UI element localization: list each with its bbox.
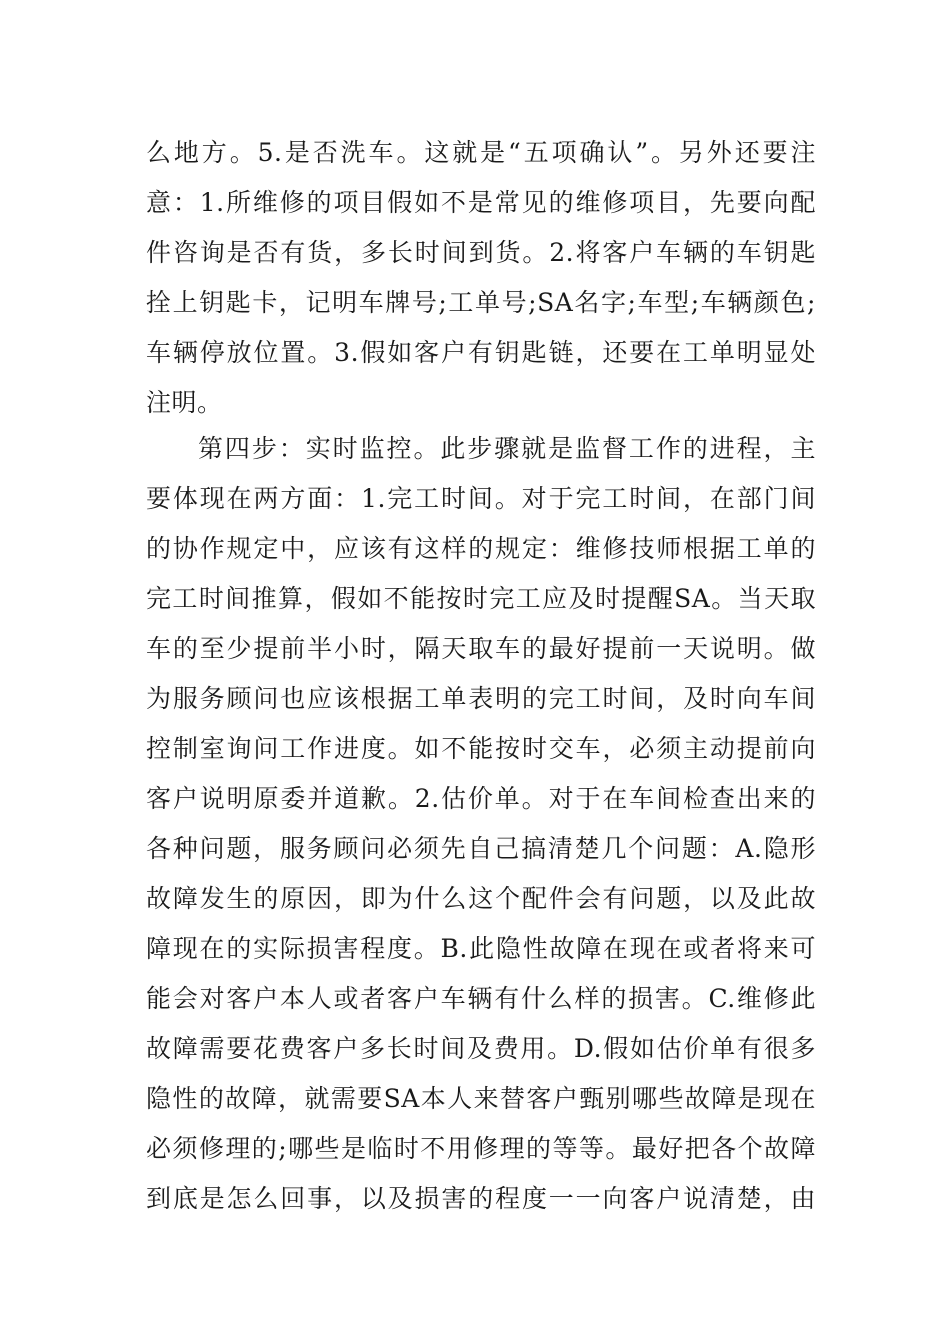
text-line: 障现在的实际损害程度。B.此隐性故障在现在或者将来可 (146, 934, 816, 963)
text-line: 能会对客户本人或者客户车辆有什么样的损害。C.维修此 (146, 984, 816, 1013)
text-line: 故障发生的原因，即为什么这个配件会有问题，以及此故 (146, 884, 816, 913)
text-line: 车的至少提前半小时，隔天取车的最好提前一天说明。做 (146, 634, 816, 663)
text-line: 要体现在两方面：1.完工时间。对于完工时间，在部门间 (146, 484, 816, 513)
text-line: 件咨询是否有货，多长时间到货。2.将客户车辆的车钥匙 (146, 238, 816, 267)
text-line: 客户说明原委并道歉。2.估价单。对于在车间检查出来的 (146, 784, 816, 813)
text-line: 各种问题，服务顾问必须先自己搞清楚几个问题：A.隐形 (146, 834, 816, 863)
text-line: 第四步：实时监控。此步骤就是监督工作的进程，主 (198, 434, 816, 463)
text-line: 控制室询问工作进度。如不能按时交车，必须主动提前向 (146, 734, 816, 763)
text-line: 必须修理的;哪些是临时不用修理的等等。最好把各个故障 (146, 1134, 816, 1163)
text-line: 为服务顾问也应该根据工单表明的完工时间，及时向车间 (146, 684, 816, 713)
paragraph-step-four-monitoring (146, 424, 816, 1224)
text-line: 车辆停放位置。3.假如客户有钥匙链，还要在工单明显处 (146, 338, 816, 367)
text-line: 意：1.所维修的项目假如不是常见的维修项目，先要向配 (146, 188, 816, 217)
paragraph-five-confirmations (146, 128, 816, 428)
text-line: 完工时间推算，假如不能按时完工应及时提醒SA。当天取 (146, 584, 816, 613)
text-line: 隐性的故障，就需要SA本人来替客户甄别哪些故障是现在 (146, 1084, 816, 1113)
text-line: 到底是怎么回事，以及损害的程度一一向客户说清楚，由 (146, 1184, 816, 1213)
text-line: 的协作规定中，应该有这样的规定：维修技师根据工单的 (146, 534, 816, 563)
text-line: 么地方。5.是否洗车。这就是“五项确认”。另外还要注 (146, 138, 816, 167)
text-line: 拴上钥匙卡，记明车牌号;工单号;SA名字;车型;车辆颜色; (146, 288, 816, 317)
text-line: 故障需要花费客户多长时间及费用。D.假如估价单有很多 (146, 1034, 816, 1063)
text-line: 注明。 (146, 388, 223, 417)
